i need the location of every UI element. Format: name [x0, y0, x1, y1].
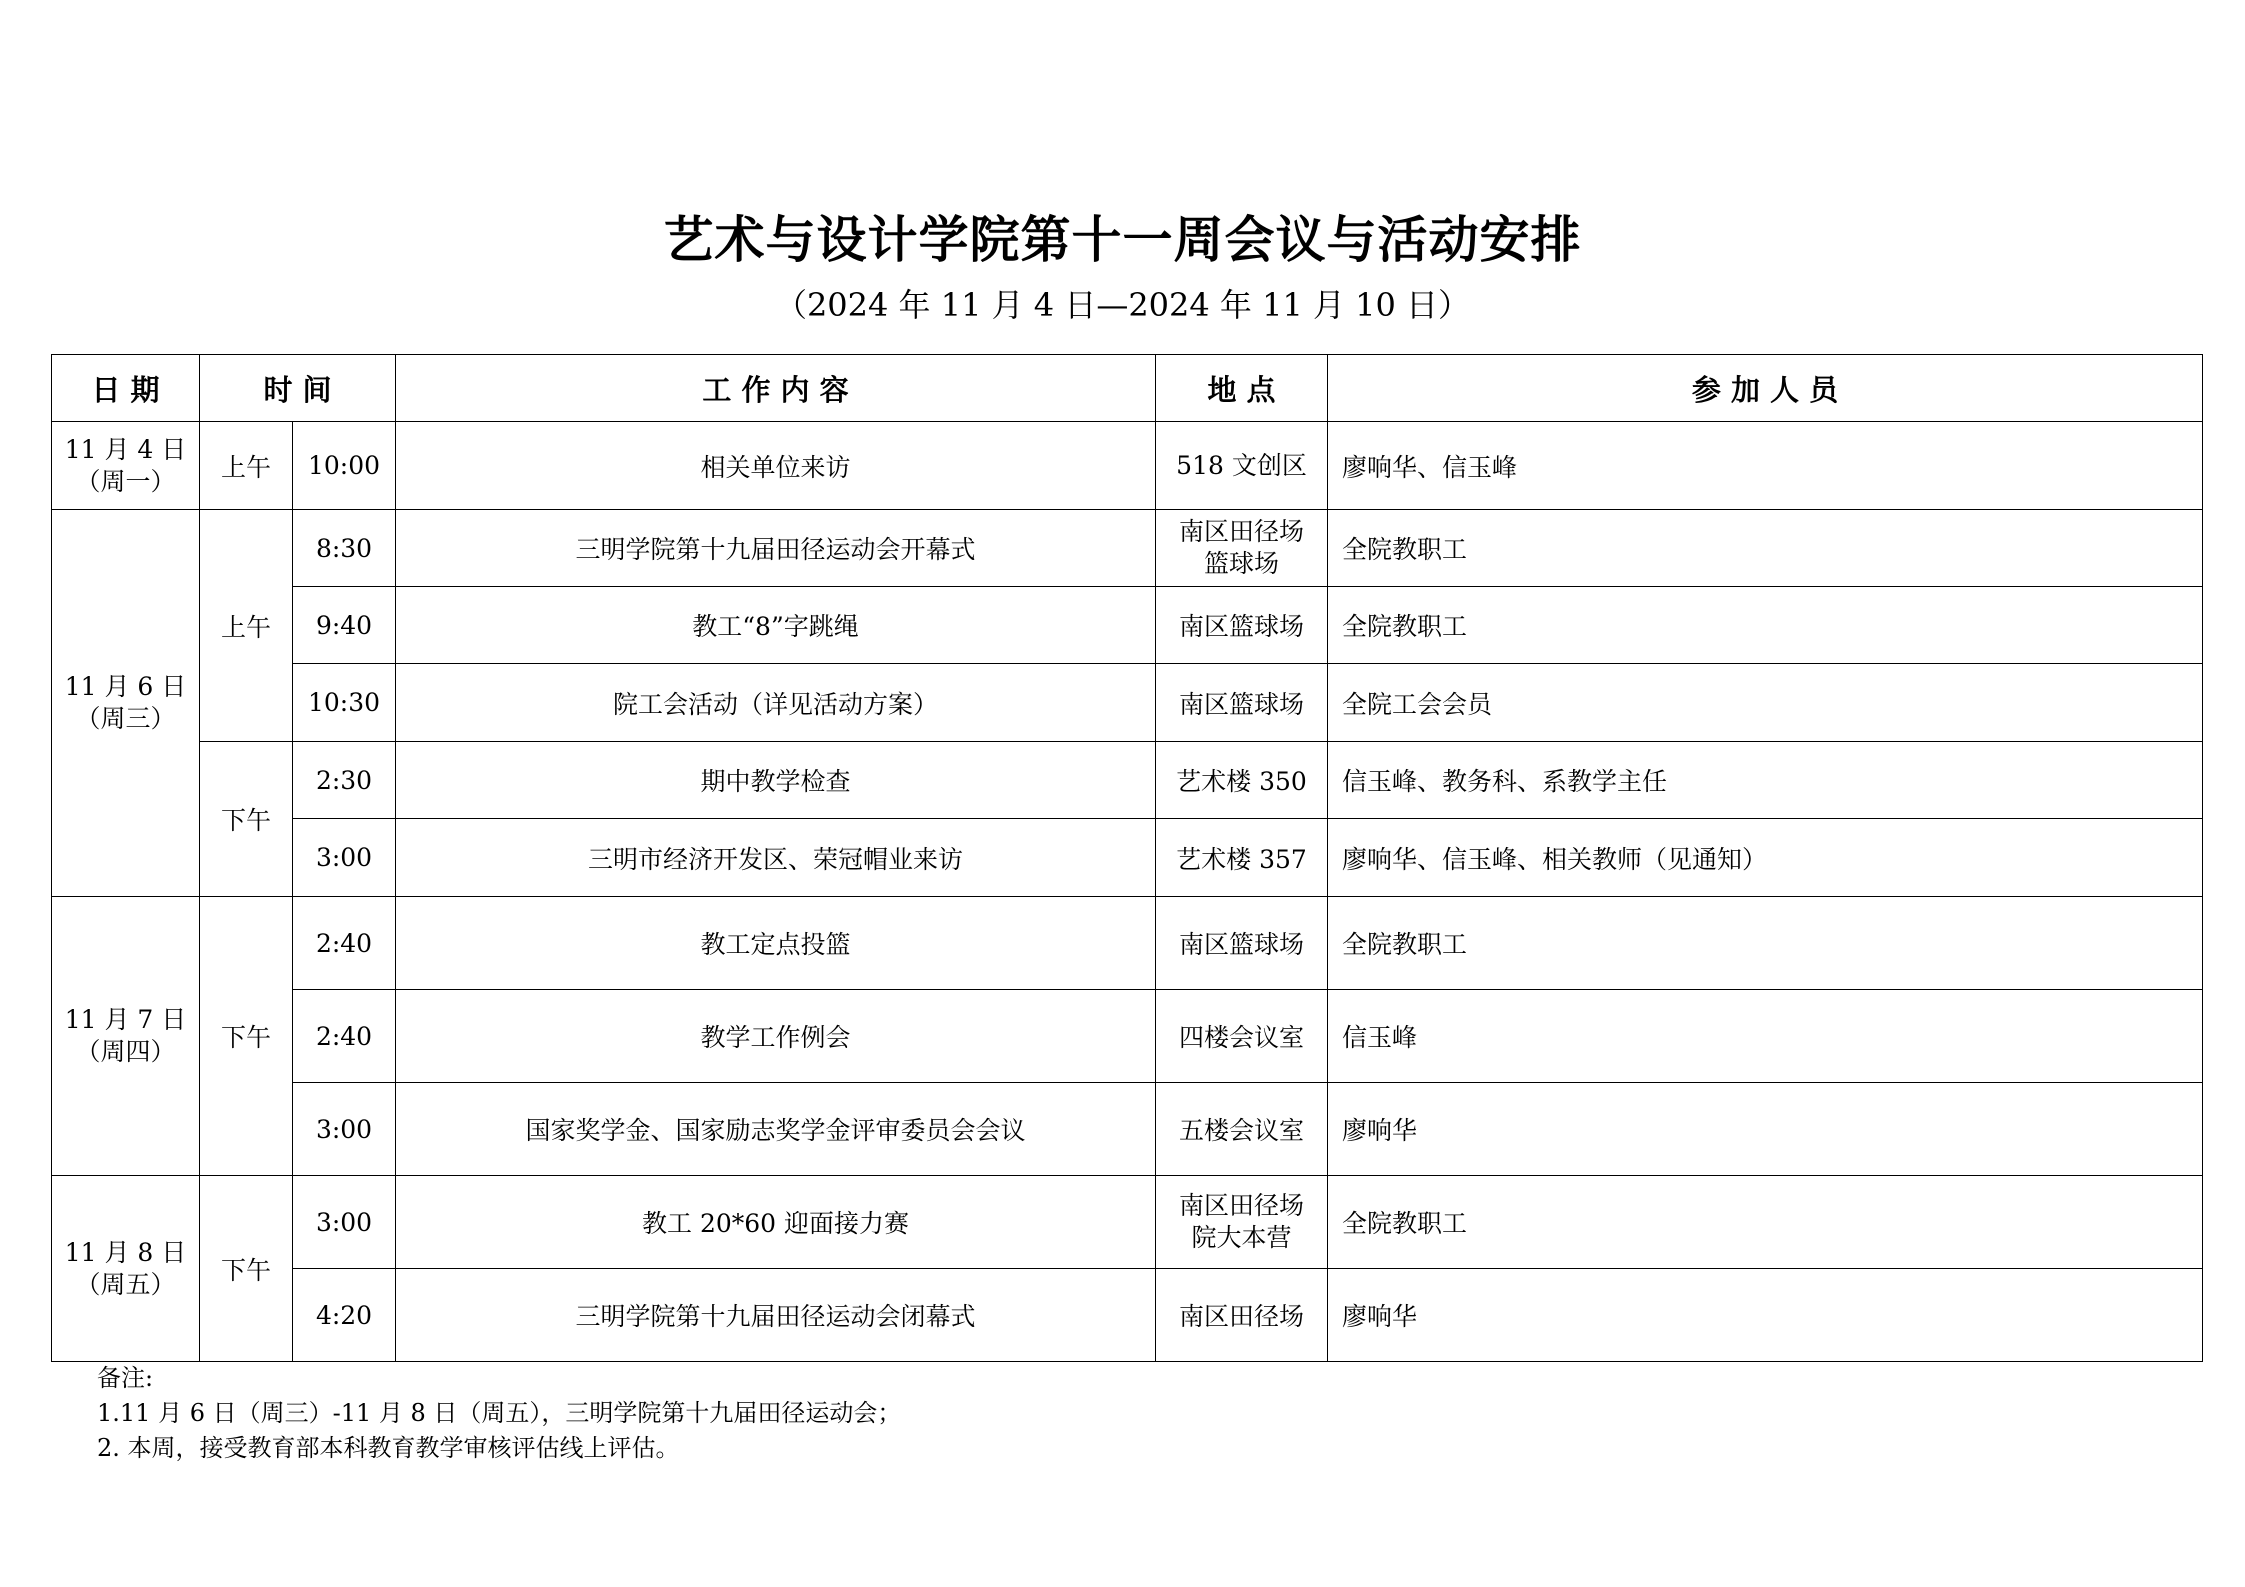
- table-row: [52, 1083, 2203, 1176]
- location-cell: 艺术楼 350: [1156, 742, 1328, 819]
- content-cell: 教工定点投篮: [396, 897, 1156, 990]
- attendees-cell: 全院教职工: [1328, 510, 2203, 587]
- attendees-cell: 廖响华、信玉峰、相关教师（见通知）: [1328, 819, 2203, 897]
- date-cell: 11 月 7 日 （周四）: [52, 897, 200, 1176]
- content-cell: 相关单位来访: [396, 422, 1156, 510]
- table-row: [52, 510, 2203, 587]
- header-content: 工 作 内 容: [396, 355, 1156, 422]
- time-cell: 3:00: [293, 819, 396, 897]
- attendees-cell: 全院教职工: [1328, 897, 2203, 990]
- attendees-cell: 廖响华: [1328, 1083, 2203, 1176]
- content-cell: 教工“8”字跳绳: [396, 587, 1156, 664]
- period-cell: 上午: [200, 422, 293, 510]
- header-attendees: 参 加 人 员: [1328, 355, 2203, 422]
- time-cell: 2:40: [293, 990, 396, 1083]
- date-range: （2024 年 11 月 4 日—2024 年 11 月 10 日）: [774, 286, 1471, 324]
- date-cell: 11 月 4 日 （周一）: [52, 422, 200, 510]
- time-cell: 10:00: [293, 422, 396, 510]
- period-cell: 下午: [200, 742, 293, 897]
- location-cell: 南区篮球场: [1156, 587, 1328, 664]
- location-cell: 艺术楼 357: [1156, 819, 1328, 897]
- period-cell: 上午: [200, 510, 293, 742]
- attendees-cell: 廖响华、信玉峰: [1328, 422, 2203, 510]
- table-row: [52, 422, 2203, 510]
- content-cell: 国家奖学金、国家励志奖学金评审委员会会议: [396, 1083, 1156, 1176]
- header-date: 日 期: [52, 355, 200, 422]
- table-row: [52, 742, 2203, 819]
- attendees-cell: 廖响华: [1328, 1269, 2203, 1362]
- content-cell: 期中教学检查: [396, 742, 1156, 819]
- attendees-cell: 全院工会会员: [1328, 664, 2203, 742]
- period-cell: 下午: [200, 897, 293, 1176]
- table-row: [52, 819, 2203, 897]
- location-cell: 南区田径场: [1156, 1269, 1328, 1362]
- time-cell: 10:30: [293, 664, 396, 742]
- header-location: 地 点: [1156, 355, 1328, 422]
- period-cell: 下午: [200, 1176, 293, 1362]
- location-cell: 五楼会议室: [1156, 1083, 1328, 1176]
- content-cell: 教学工作例会: [396, 990, 1156, 1083]
- note-item: 2. 本周，接受教育部本科教育教学审核评估线上评估。: [97, 1434, 680, 1462]
- notes: [97, 1361, 901, 1466]
- time-cell: 3:00: [293, 1176, 396, 1269]
- table-row: [52, 587, 2203, 664]
- time-cell: 8:30: [293, 510, 396, 587]
- content-cell: 教工 20*60 迎面接力赛: [396, 1176, 1156, 1269]
- content-cell: 院工会活动（详见活动方案）: [396, 664, 1156, 742]
- table-row: [52, 897, 2203, 990]
- location-cell: 南区田径场 院大本营: [1156, 1176, 1328, 1269]
- table-row: [52, 1269, 2203, 1362]
- table-row: [52, 664, 2203, 742]
- location-cell: 南区篮球场: [1156, 897, 1328, 990]
- header-row: [52, 355, 2203, 422]
- location-cell: 四楼会议室: [1156, 990, 1328, 1083]
- page-title: 艺术与设计学院第十一周会议与活动安排: [663, 211, 1582, 269]
- time-cell: 2:30: [293, 742, 396, 819]
- content-cell: 三明学院第十九届田径运动会闭幕式: [396, 1269, 1156, 1362]
- table-row: [52, 990, 2203, 1083]
- time-cell: 9:40: [293, 587, 396, 664]
- schedule-table: [51, 354, 2203, 1362]
- time-cell: 4:20: [293, 1269, 396, 1362]
- attendees-cell: 全院教职工: [1328, 587, 2203, 664]
- content-cell: 三明市经济开发区、荣冠帽业来访: [396, 819, 1156, 897]
- table-row: [52, 1176, 2203, 1269]
- time-cell: 2:40: [293, 897, 396, 990]
- attendees-cell: 全院教职工: [1328, 1176, 2203, 1269]
- date-cell: 11 月 6 日 （周三）: [52, 510, 200, 897]
- location-cell: 南区田径场 篮球场: [1156, 510, 1328, 587]
- content-cell: 三明学院第十九届田径运动会开幕式: [396, 510, 1156, 587]
- attendees-cell: 信玉峰、教务科、系教学主任: [1328, 742, 2203, 819]
- attendees-cell: 信玉峰: [1328, 990, 2203, 1083]
- location-cell: 南区篮球场: [1156, 664, 1328, 742]
- location-cell: 518 文创区: [1156, 422, 1328, 510]
- note-item: 1.11 月 6 日（周三）-11 月 8 日（周五），三明学院第十九届田径运动会；: [97, 1399, 902, 1427]
- time-cell: 3:00: [293, 1083, 396, 1176]
- date-cell: 11 月 8 日 （周五）: [52, 1176, 200, 1362]
- header-time: 时 间: [200, 355, 396, 422]
- notes-label: 备注:: [97, 1364, 154, 1392]
